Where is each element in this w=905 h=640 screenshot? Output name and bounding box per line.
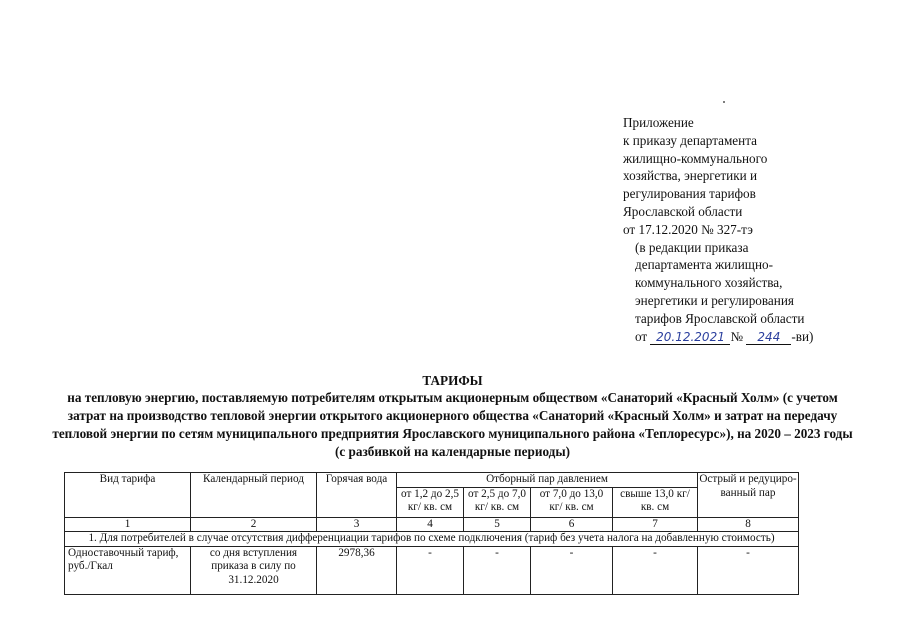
appendix-line: от 17.12.2020 № 327-тэ <box>623 221 753 237</box>
section-row <box>65 532 799 547</box>
col-number: 8 <box>698 517 799 532</box>
document-subtitle: на тепловую энергию, поставляемую потребителям открытым акционерным обществом «Санаторий «Красный Холм» (с учетом затрат на производство тепловой энергии открытого акционерного общества «Санаторий «Красный Холм» и затрат на передачу тепловой энергии по сетям муниципального предприятия Ярославского муниципального района «Теплоресурс»), на 2020 – 2023 годы (с разбивкой на календарные периоды) <box>52 390 853 459</box>
appendix-line: энергетики и регулирования <box>635 292 794 308</box>
appendix-date-line <box>623 328 873 346</box>
steam-3-cell: - <box>531 546 613 594</box>
col-number: 4 <box>397 517 464 532</box>
appendix-block <box>623 114 873 345</box>
scan-speck <box>723 101 725 103</box>
appendix-line: Ярославской области <box>623 203 743 219</box>
header-steam-3: от 7,0 до 13,0 кг/ кв. см <box>531 487 613 517</box>
column-number-row <box>65 517 799 532</box>
col-number: 1 <box>65 517 191 532</box>
handwritten-date: 20.12.2021 <box>650 331 730 345</box>
appendix-line: коммунального хозяйства, <box>635 275 783 291</box>
hot-water-cell: 2978,36 <box>317 546 397 594</box>
appendix-line: к приказу департамента <box>623 132 757 148</box>
appendix-line: департамента жилищно- <box>635 257 774 273</box>
header-steam-4: свыше 13,0 кг/ кв. см <box>613 487 698 517</box>
header-steam-2: от 2,5 до 7,0 кг/ кв. см <box>464 487 531 517</box>
col-number: 5 <box>464 517 531 532</box>
section-title: 1. Для потребителей в случае отсутствия дифференциации тарифов по схеме подключения (тариф без учета налога на добавленную стоимость) <box>65 532 799 547</box>
col-number: 7 <box>613 517 698 532</box>
col-number: 2 <box>191 517 317 532</box>
sharp-steam-cell: - <box>698 546 799 594</box>
header-period: Календарный период <box>191 473 317 518</box>
col-number: 3 <box>317 517 397 532</box>
appendix-line: (в редакции приказа <box>635 239 749 255</box>
order-suffix: -ви) <box>791 328 814 344</box>
steam-2-cell: - <box>464 546 531 594</box>
handwritten-number: 244 <box>746 331 791 345</box>
col-number: 6 <box>531 517 613 532</box>
steam-4-cell: - <box>613 546 698 594</box>
header-steam-1: от 1,2 до 2,5 кг/ кв. см <box>397 487 464 517</box>
appendix-line: тарифов Ярославской области <box>635 310 805 326</box>
number-sign: № <box>730 328 744 344</box>
period-cell: со дня вступления приказа в силу по 31.12.2020 <box>191 546 317 594</box>
steam-1-cell: - <box>397 546 464 594</box>
header-sharp-steam: Острый и редуциро-ванный пар <box>698 473 799 518</box>
header-row <box>65 473 799 488</box>
header-hot-water: Горячая вода <box>317 473 397 518</box>
tariff-cell: Одноставочный тариф, руб./Гкал <box>65 546 191 594</box>
appendix-line: регулирования тарифов <box>623 186 756 202</box>
table-row <box>65 546 799 594</box>
document-title: ТАРИФЫ <box>422 373 483 388</box>
date-prefix: от <box>635 328 648 344</box>
tariff-table <box>64 472 799 595</box>
appendix-line: жилищно-коммунального <box>623 150 768 166</box>
appendix-line: хозяйства, энергетики и <box>623 168 758 184</box>
header-tariff-type: Вид тарифа <box>65 473 191 518</box>
appendix-line: Приложение <box>623 115 694 130</box>
header-steam-group: Отборный пар давлением <box>397 473 698 488</box>
